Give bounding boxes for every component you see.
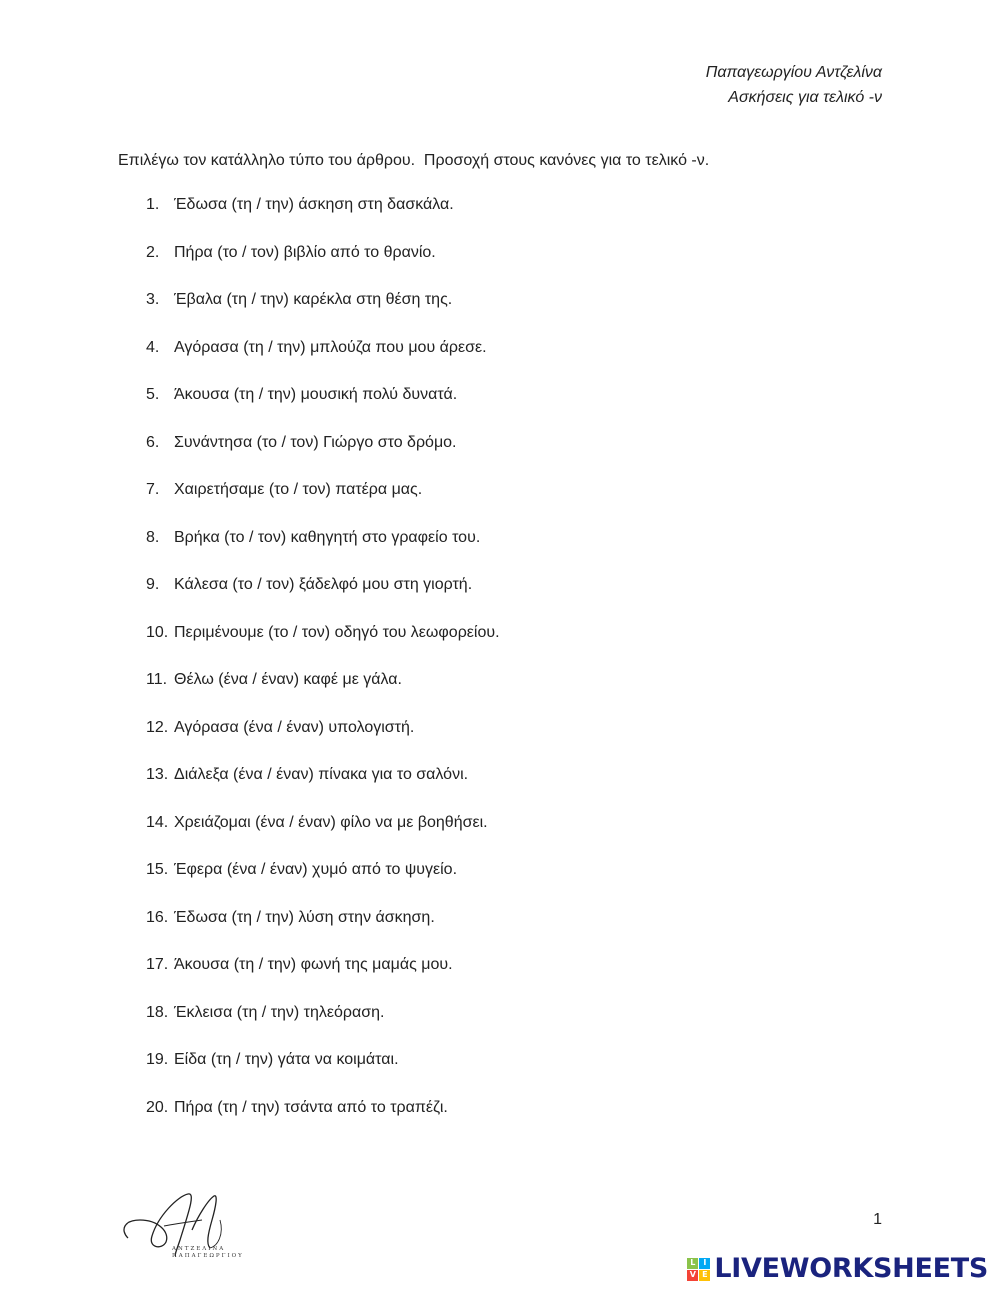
exercise-item <box>146 812 500 860</box>
exercise-sentence: Βρήκα (το / τον) καθηγητή στο γραφείο του. <box>174 528 481 546</box>
exercise-item <box>146 622 500 670</box>
exercise-item <box>146 384 500 432</box>
exercise-number: 9. <box>146 576 160 593</box>
exercise-sentence: Έδωσα (τη / την) άσκηση στη δασκάλα. <box>174 196 454 213</box>
exercise-item <box>146 717 500 765</box>
exercise-number: 10. <box>146 623 169 641</box>
exercise-sentence: Πήρα (το / τον) βιβλίο από το θρανίο. <box>174 243 436 261</box>
exercise-item <box>146 289 500 337</box>
exercise-item <box>146 432 500 480</box>
exercise-number: 4. <box>146 338 160 356</box>
exercise-item <box>146 1097 500 1145</box>
icon-letter-l: L <box>687 1258 698 1269</box>
exercise-item <box>146 479 500 527</box>
exercise-list <box>146 194 500 1144</box>
exercise-instruction: Επιλέγω τον κατάλληλο τύπο του άρθρου. Προσοχή στους κανόνες για το τελικό -ν. <box>118 152 710 169</box>
exercise-item <box>146 954 500 1002</box>
exercise-number: 1. <box>146 196 160 213</box>
exercise-number: 5. <box>146 386 160 403</box>
exercise-number: 12. <box>146 718 169 736</box>
exercise-number: 18. <box>146 1003 169 1021</box>
exercise-item <box>146 1049 500 1097</box>
exercise-item <box>146 907 500 955</box>
exercise-number: 11. <box>146 671 168 688</box>
exercise-item <box>146 859 500 907</box>
exercise-item <box>146 574 500 622</box>
exercise-number: 6. <box>146 433 160 451</box>
exercise-sentence: Έφερα (ένα / έναν) χυμό από το ψυγείο. <box>174 861 458 878</box>
exercise-item <box>146 1002 500 1050</box>
exercise-sentence: Χαιρετήσαμε (το / τον) πατέρα μας. <box>174 481 423 498</box>
exercise-sentence: Έδωσα (τη / την) λύση στην άσκηση. <box>174 908 435 926</box>
exercise-number: 2. <box>146 243 160 261</box>
exercise-sentence: Θέλω (ένα / έναν) καφέ με γάλα. <box>174 671 402 688</box>
exercise-number: 17. <box>146 956 169 973</box>
exercise-sentence: Πήρα (τη / την) τσάντα από το τραπέζι. <box>174 1098 448 1116</box>
exercise-sentence: Αγόρασα (ένα / έναν) υπολογιστή. <box>174 718 415 736</box>
exercise-sentence: Άκουσα (τη / την) μουσική πολύ δυνατά. <box>174 386 458 403</box>
exercise-item <box>146 527 500 575</box>
icon-letter-v: V <box>687 1270 698 1281</box>
exercise-number: 14. <box>146 813 169 831</box>
exercise-item <box>146 669 500 717</box>
exercise-number: 20. <box>146 1098 169 1116</box>
exercise-sentence: Χρειάζομαι (ένα / έναν) φίλο να με βοηθήσει. <box>174 813 488 831</box>
author-name: Παπαγεωργίου Αντζελίνα <box>705 64 882 81</box>
liveworksheets-logo <box>687 1254 988 1284</box>
exercise-item <box>146 194 500 242</box>
exercise-item <box>146 764 500 812</box>
exercise-sentence: Κάλεσα (το / τον) ξάδελφό μου στη γιορτή. <box>174 576 473 593</box>
exercise-number: 16. <box>146 908 169 926</box>
exercise-sentence: Είδα (τη / την) γάτα να κοιμάται. <box>174 1051 399 1068</box>
exercise-number: 3. <box>146 291 160 308</box>
exercise-number: 13. <box>146 766 169 783</box>
liveworksheets-wordmark: LIVEWORKSHEETS <box>714 1253 988 1284</box>
exercise-number: 8. <box>146 528 160 546</box>
liveworksheets-icon <box>687 1258 710 1281</box>
page-number: 1 <box>873 1211 882 1228</box>
exercise-sentence: Έκλεισα (τη / την) τηλεόραση. <box>174 1003 385 1021</box>
exercise-sentence: Συνάντησα (το / τον) Γιώργο στο δρόμο. <box>174 433 457 451</box>
icon-letter-e: E <box>699 1270 710 1281</box>
exercise-sentence: Περιμένουμε (το / τον) οδηγό του λεωφορείου. <box>174 623 500 641</box>
exercise-sentence: Διάλεξα (ένα / έναν) πίνακα για το σαλόνι. <box>174 766 469 783</box>
signature-name: ΑΝΤΖΕΛΙΝΑ ΠΑΠΑΓΕΩΡΓΙΟΥ <box>172 1246 244 1259</box>
exercise-item <box>146 242 500 290</box>
exercise-item <box>146 337 500 385</box>
exercise-number: 19. <box>146 1051 169 1068</box>
document-header <box>706 60 882 110</box>
document-subtitle: Ασκήσεις για τελικό -ν <box>728 89 882 106</box>
exercise-sentence: Άκουσα (τη / την) φωνή της μαμάς μου. <box>174 956 453 973</box>
exercise-sentence: Αγόρασα (τη / την) μπλούζα που μου άρεσε. <box>174 338 487 356</box>
exercise-sentence: Έβαλα (τη / την) καρέκλα στη θέση της. <box>174 291 453 308</box>
exercise-number: 7. <box>146 481 160 498</box>
icon-letter-i: I <box>699 1258 710 1269</box>
exercise-number: 15. <box>146 861 169 878</box>
